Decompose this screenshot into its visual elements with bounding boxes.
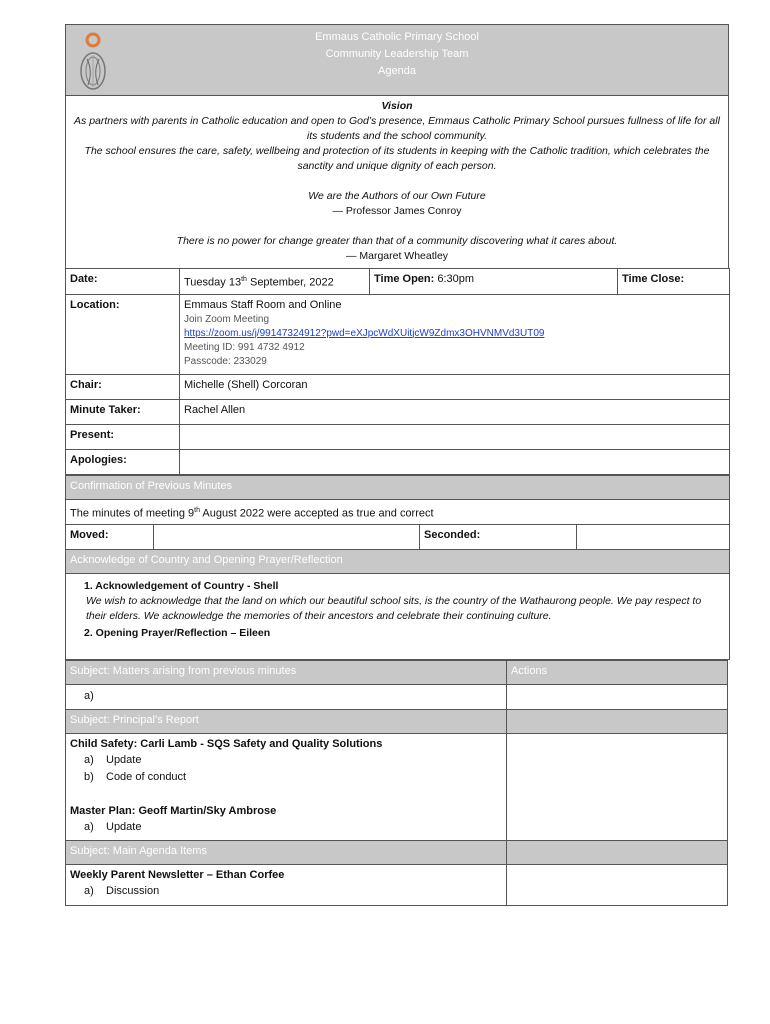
time-open: Time Open: 6:30pm bbox=[370, 269, 618, 295]
quote-1: We are the Authors of our Own Future bbox=[308, 190, 486, 202]
location-label: Location: bbox=[66, 294, 180, 374]
quote-1-attribution: — Professor James Conroy bbox=[332, 205, 462, 217]
vision-title: Vision bbox=[381, 100, 413, 112]
matters-heading: Subject: Matters arising from previous minutes bbox=[66, 661, 507, 685]
meeting-details-table bbox=[65, 268, 730, 475]
ack-item-2: 2. Opening Prayer/Reflection – Eileen bbox=[84, 627, 271, 640]
agenda-document bbox=[65, 24, 729, 906]
seconded-value bbox=[577, 525, 730, 550]
team-name: Community Leadership Team bbox=[325, 48, 469, 60]
master-plan-item: Master Plan: Geoff Martin/Sky Ambrose bbox=[70, 805, 277, 818]
apologies-label: Apologies: bbox=[66, 449, 180, 474]
matters-item-a: a) bbox=[66, 685, 507, 710]
school-name: Emmaus Catholic Primary School bbox=[315, 31, 479, 43]
principal-actions bbox=[507, 734, 728, 841]
date-value: Tuesday 13th September, 2022 bbox=[180, 269, 370, 295]
actions-heading: Actions bbox=[507, 661, 728, 685]
vision-line-1: As partners with parents in Catholic education and open to God’s presence, Emmaus Catholic Primary School pursues fullness of life for all its students and the school community. bbox=[74, 115, 720, 142]
subjects-table bbox=[65, 660, 728, 906]
acknowledge-heading: Acknowledge of Country and Opening Prayer/Reflection bbox=[66, 550, 730, 574]
zoom-passcode: Passcode: 233029 bbox=[184, 355, 267, 367]
main-agenda-heading: Subject: Main Agenda Items bbox=[66, 841, 507, 865]
newsletter-item: Weekly Parent Newsletter – Ethan Corfee bbox=[70, 869, 285, 882]
moved-value bbox=[154, 525, 420, 550]
doc-type: Agenda bbox=[378, 65, 416, 77]
vision-line-2: The school ensures the care, safety, wellbeing and protection of its students in keeping with the Catholic tradition, which celebrates the sanctity and unique dignity of each person. bbox=[84, 145, 710, 172]
minute-taker-value: Rachel Allen bbox=[180, 399, 730, 424]
vision-section bbox=[65, 95, 729, 268]
matters-actions bbox=[507, 685, 728, 710]
confirmation-text: The minutes of meeting 9th August 2022 were accepted as true and correct bbox=[66, 499, 730, 525]
chair-row bbox=[66, 374, 730, 399]
ack-item-1-text: We wish to acknowledge that the land on which our beautiful school sits, is the country of the Wathaurong people. We pay respect to their elders. We acknowledge the memories of their ancestors and celebrate their continuing culture. bbox=[86, 595, 702, 623]
main-agenda-actions bbox=[507, 865, 728, 906]
zoom-join-text: Join Zoom Meeting bbox=[184, 313, 270, 325]
quote-2: There is no power for change greater than that of a community discovering what it cares about. bbox=[176, 235, 618, 247]
location-row bbox=[66, 294, 730, 374]
principal-content: Child Safety: Carli Lamb - SQS Safety and Quality Solutions a) Update b) Code of conduct Master Plan: Geoff Martin/Sky Ambrose a) Update bbox=[66, 734, 507, 841]
present-row bbox=[66, 424, 730, 449]
apologies-value bbox=[180, 449, 730, 474]
principal-heading: Subject: Principal’s Report bbox=[66, 710, 507, 734]
apologies-row bbox=[66, 449, 730, 474]
minute-taker-row bbox=[66, 399, 730, 424]
moved-label: Moved: bbox=[66, 525, 154, 550]
acknowledge-content bbox=[66, 574, 730, 660]
time-close-label: Time Close: bbox=[618, 269, 730, 295]
location-value: Emmaus Staff Room and Online Join Zoom Meeting https://zoom.us/j/99147324912?pwd=eXJpcWdXUitjcW9Zdmx3OHVNMVd3UT09 Meeting ID: 991 4732 4912 Passcode: 233029 bbox=[180, 294, 730, 374]
header-band bbox=[65, 24, 729, 95]
child-safety-item: Child Safety: Carli Lamb - SQS Safety and Quality Solutions bbox=[70, 738, 383, 751]
date-row bbox=[66, 269, 730, 295]
ack-item-1: 1. Acknowledgement of Country - Shell bbox=[84, 580, 279, 593]
chair-value: Michelle (Shell) Corcoran bbox=[180, 374, 730, 399]
zoom-meeting-link[interactable]: https://zoom.us/j/99147324912?pwd=eXJpcWdXUitjcW9Zdmx3OHVNMVd3UT09 bbox=[184, 327, 545, 339]
present-label: Present: bbox=[66, 424, 180, 449]
seconded-label: Seconded: bbox=[420, 525, 577, 550]
minute-taker-label: Minute Taker: bbox=[66, 399, 180, 424]
present-value bbox=[180, 424, 730, 449]
chair-label: Chair: bbox=[66, 374, 180, 399]
quote-2-attribution: — Margaret Wheatley bbox=[345, 250, 449, 262]
zoom-meeting-id: Meeting ID: 991 4732 4912 bbox=[184, 341, 305, 353]
confirmation-table bbox=[65, 475, 730, 661]
date-label: Date: bbox=[66, 269, 180, 295]
main-agenda-content: Weekly Parent Newsletter – Ethan Corfee a) Discussion bbox=[66, 865, 507, 906]
confirmation-heading: Confirmation of Previous Minutes bbox=[66, 475, 730, 499]
school-logo-icon bbox=[78, 31, 108, 91]
